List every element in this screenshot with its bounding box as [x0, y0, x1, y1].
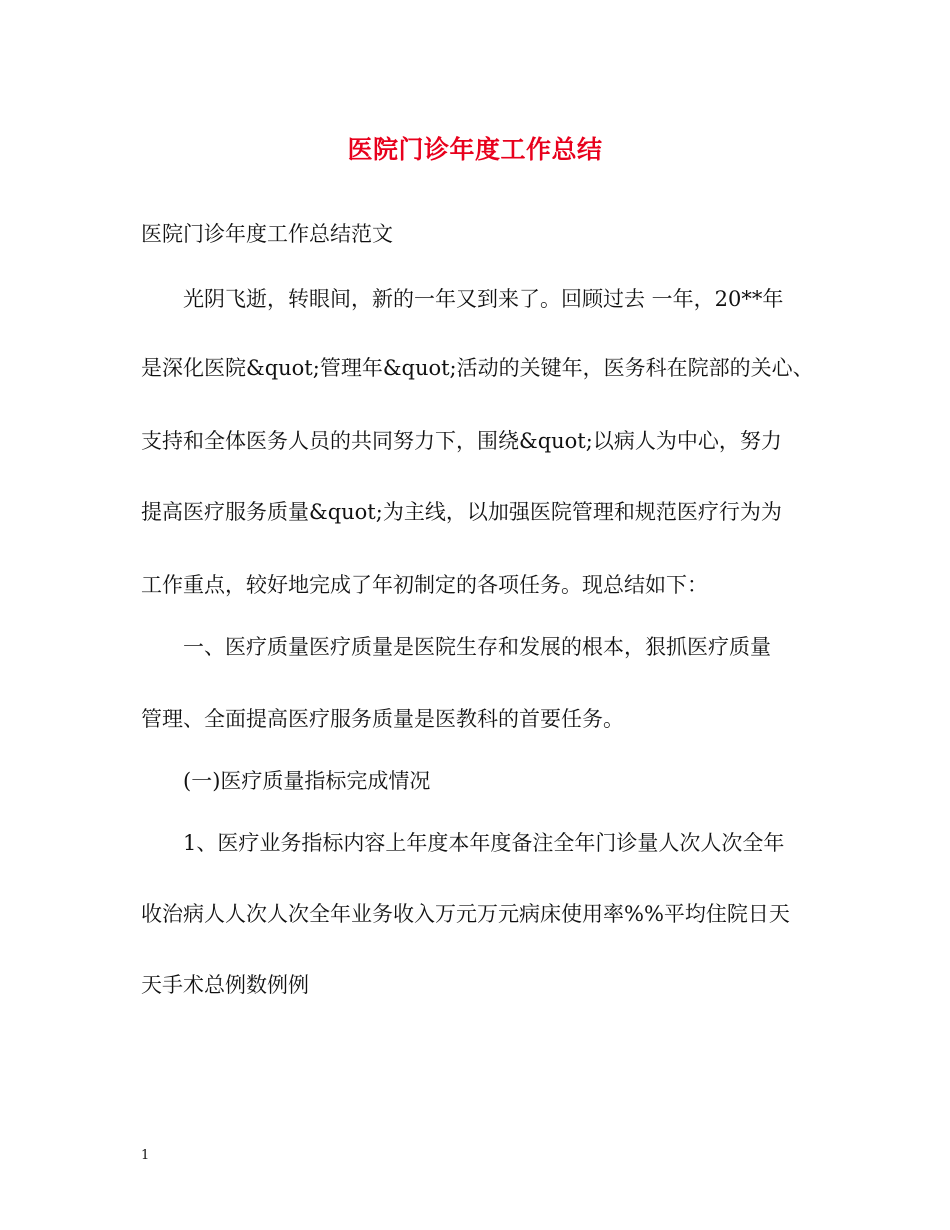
paragraph-line: 管理、全面提高医疗服务质量是医教科的首要任务。 [141, 707, 624, 731]
page-number: 1 [141, 1148, 150, 1163]
paragraph-line: 提高医疗服务质量&quot;为主线，以加强医院管理和规范医疗行为为 [141, 500, 782, 524]
paragraph-line: 工作重点，较好地完成了年初制定的各项任务。现总结如下： [141, 573, 708, 597]
paragraph-line: 天手术总例数例例 [141, 973, 309, 997]
paragraph-line: 是深化医院&quot;管理年&quot;活动的关键年，医务科在院部的关心、 [141, 356, 814, 380]
paragraph-line: 光阴飞逝，转眼间，新的一年又到来了。回顾过去 一年，20**年 [183, 287, 784, 311]
subsection-heading: (一)医疗质量指标完成情况 [183, 769, 431, 793]
paragraph-line: 1、医疗业务指标内容上年度本年度备注全年门诊量人次人次全年 [183, 831, 785, 855]
paragraph-line: 支持和全体医务人员的共同努力下，围绕&quot;以病人为中心，努力 [141, 429, 782, 453]
page-title: 医院门诊年度工作总结 [347, 135, 603, 164]
paragraph-line: 收治病人人次人次全年业务收入万元万元病床使用率%%平均住院日天 [141, 902, 790, 926]
section-heading-line: 一、医疗质量医疗质量是医院生存和发展的根本，狠抓医疗质量 [183, 635, 771, 659]
document-subtitle: 医院门诊年度工作总结范文 [141, 222, 393, 246]
